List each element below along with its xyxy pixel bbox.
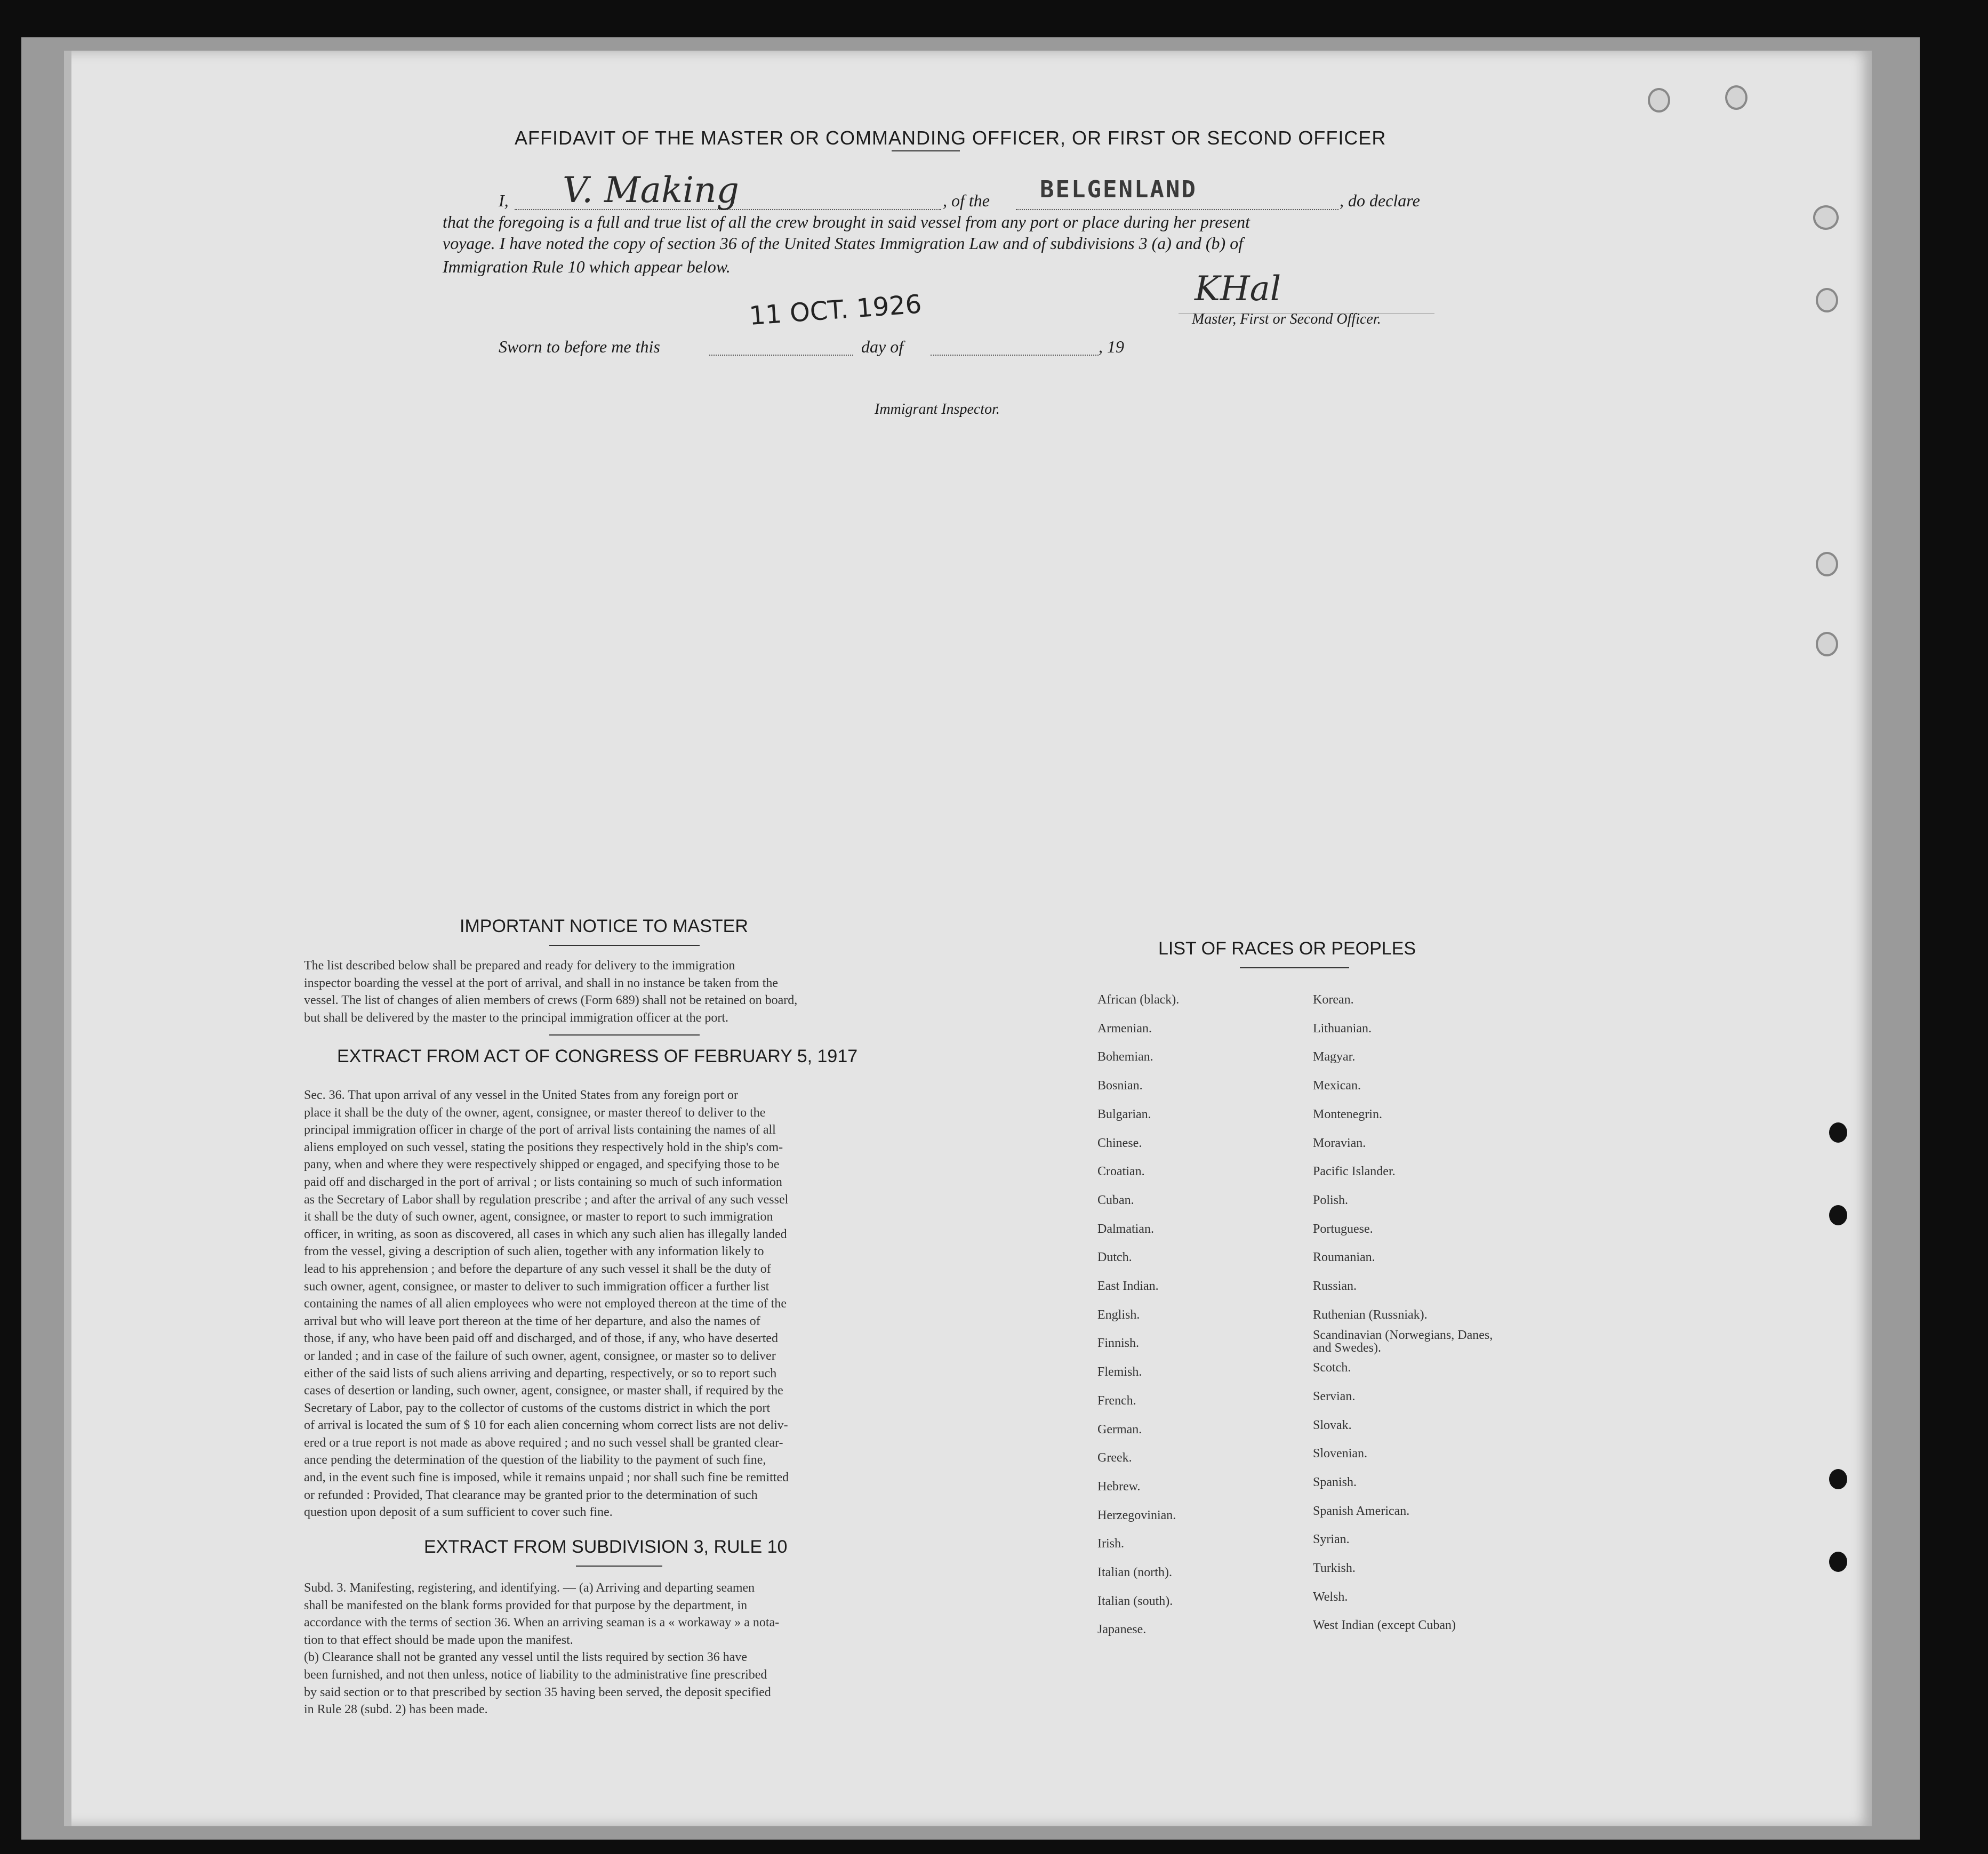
race-item: Scotch. <box>1313 1361 1351 1375</box>
act-line: arrival but who will leave port thereon at the time of her departure, and also the names of <box>304 1314 760 1328</box>
race-item: Herzegovinian. <box>1097 1508 1176 1522</box>
race-item: Lithuanian. <box>1313 1021 1372 1036</box>
act-line: or refunded : Provided, That clearance may be granted prior to the determination of such <box>304 1488 758 1502</box>
notice-line: The list described below shall be prepared and ready for delivery to the immigration <box>304 959 735 973</box>
race-item: Polish. <box>1313 1193 1349 1207</box>
race-item: Slovak. <box>1313 1418 1352 1432</box>
act-line: it shall be the duty of such owner, agent, consignee, or master to report to such immigration <box>304 1210 773 1224</box>
race-item: Scandinavian (Norwegians, Danes, and Swedes). <box>1313 1328 1493 1355</box>
notice-title: IMPORTANT NOTICE TO MASTER <box>460 916 748 936</box>
sworn-to-label: Sworn to before me this <box>499 337 660 356</box>
signature: KHal <box>1195 269 1281 309</box>
act-line: lead to his apprehension ; and before the departure of any such vessel it shall be the duty of <box>304 1262 771 1276</box>
race-item: Mexican. <box>1313 1079 1361 1093</box>
of-the-label: , of the <box>943 191 990 210</box>
date-stamp: 11 OCT. 1926 <box>748 289 923 331</box>
act-line: officer, in writing, as soon as discovered, all cases in which any such alien has illegally landed <box>304 1227 787 1241</box>
race-item: Bohemian. <box>1097 1050 1153 1064</box>
race-item: Portuguese. <box>1313 1222 1373 1236</box>
race-item: German. <box>1097 1422 1142 1436</box>
binder-hole <box>1816 552 1838 576</box>
notice-text <box>304 957 917 1026</box>
rule-title: EXTRACT FROM SUBDIVISION 3, RULE 10 <box>424 1537 788 1557</box>
notice-line: vessel. The list of changes of alien members of crews (Form 689) shall not be retained on board, <box>304 993 798 1008</box>
binder-hole <box>1816 632 1838 656</box>
master-name-handwritten: V. Making <box>563 170 739 211</box>
binder-hole <box>1829 1552 1847 1572</box>
act-line: containing the names of all alien employees who were not employed thereon at the time of the <box>304 1297 787 1311</box>
race-item: Russian. <box>1313 1279 1357 1293</box>
officer-label: Master, First or Second Officer. <box>1192 311 1381 327</box>
notice-title-rule <box>549 945 700 946</box>
vessel-name-blank <box>1016 209 1338 210</box>
race-item: Chinese. <box>1097 1136 1142 1150</box>
binder-hole <box>1648 88 1670 113</box>
race-item: Servian. <box>1313 1389 1356 1403</box>
declaration-i: I, <box>499 191 509 210</box>
race-item: Bulgarian. <box>1097 1107 1151 1121</box>
races-title-rule <box>1240 967 1349 968</box>
act-line: ered or a true report is not made as above required ; and no such vessel shall be granted clear- <box>304 1435 783 1450</box>
act-line: of arrival is located the sum of $ 10 for each alien concerning whom correct lists are not deliv- <box>304 1418 788 1433</box>
race-item: Finnish. <box>1097 1336 1140 1351</box>
rule-title-rule <box>576 1566 662 1567</box>
do-declare-label: , do declare <box>1340 191 1420 210</box>
race-item: Cuban. <box>1097 1193 1134 1207</box>
vessel-name-stamp: BELGENLAND <box>1040 176 1197 203</box>
act-line: place it shall be the duty of the owner, agent, consignee, or master thereof to deliver to the <box>304 1105 766 1120</box>
act-line: those, if any, who have been paid off and discharged, and of those, if any, who have deserted <box>304 1331 779 1346</box>
race-item: Spanish. <box>1313 1475 1357 1489</box>
races-title: LIST OF RACES OR PEOPLES <box>1158 938 1416 959</box>
act-line: as the Secretary of Labor shall by regulation prescribe ; and after the arrival of any such vessel <box>304 1192 789 1207</box>
title-underline <box>892 150 960 151</box>
race-item: Italian (south). <box>1097 1594 1173 1608</box>
race-item: Greek. <box>1097 1451 1132 1465</box>
binder-hole <box>1829 1469 1847 1489</box>
race-item: Syrian. <box>1313 1532 1350 1547</box>
race-item: Dalmatian. <box>1097 1222 1154 1236</box>
act-line: or landed ; and in case of the failure of such owner, agent, consignee, or master so to deliver <box>304 1349 776 1363</box>
act-line: ance pending the determination of the question of the liability to the payment of such fine, <box>304 1453 766 1467</box>
day-of-label: day of <box>861 337 904 356</box>
act-line: either of the said lists of such aliens arriving and departing, respectively, or so to report such <box>304 1366 777 1381</box>
rule-line: accordance with the terms of section 36. When an arriving seaman is a « workaway » a nota- <box>304 1616 780 1630</box>
rule-line: (b) Clearance shall not be granted any vessel until the lists required by section 36 have <box>304 1650 748 1665</box>
race-item: Bosnian. <box>1097 1079 1143 1093</box>
binder-hole <box>1813 205 1839 230</box>
rule-text <box>304 1579 918 1719</box>
race-item: East Indian. <box>1097 1279 1159 1293</box>
act-line: from the vessel, giving a description of such alien, together with any information likely to <box>304 1245 764 1259</box>
notice-line: but shall be delivered by the master to the principal immigration officer at the port. <box>304 1010 728 1025</box>
race-item: Welsh. <box>1313 1590 1348 1604</box>
affidavit-title: AFFIDAVIT OF THE MASTER OR COMMANDING OFFICER, OR FIRST OR SECOND OFFICER <box>515 127 1386 149</box>
declaration-line-3: voyage. I have noted the copy of section 36 of the United States Immigration Law and of subdivisions 3 (a) and (b) of <box>443 234 1244 253</box>
race-item: Slovenian. <box>1313 1447 1367 1461</box>
race-item: Turkish. <box>1313 1561 1356 1575</box>
race-item: Magyar. <box>1313 1050 1356 1064</box>
sworn-day-blank <box>709 355 853 356</box>
rule-line: shall be manifested on the blank forms provided for that purpose by the department, in <box>304 1598 748 1612</box>
act-line: Sec. 36. That upon arrival of any vessel in the United States from any foreign port or <box>304 1088 739 1102</box>
binder-hole <box>1816 288 1838 312</box>
act-line: Secretary of Labor, pay to the collector of customs of the customs district in which the port <box>304 1401 771 1415</box>
race-item: Irish. <box>1097 1537 1124 1551</box>
rule-line: in Rule 28 (subd. 2) has been made. <box>304 1703 488 1717</box>
act-title: EXTRACT FROM ACT OF CONGRESS OF FEBRUARY 5, 1917 <box>337 1046 858 1066</box>
declaration-line-2: that the foregoing is a full and true list of all the crew brought in said vessel from any port or place during her present <box>443 212 1250 231</box>
race-item: Ruthenian (Russniak). <box>1313 1307 1428 1322</box>
race-item: Dutch. <box>1097 1250 1132 1265</box>
act-line: principal immigration officer in charge of the port of arrival lists containing the names of all <box>304 1123 776 1137</box>
binder-hole <box>1829 1122 1847 1143</box>
act-line: question upon deposit of a sum sufficient to cover such fine. <box>304 1505 613 1520</box>
race-item: Armenian. <box>1097 1021 1152 1036</box>
notice-line: inspector boarding the vessel at the port of arrival, and shall in no instance be taken from the <box>304 976 779 990</box>
rule-line: Subd. 3. Manifesting, registering, and identifying. — (a) Arriving and departing seamen <box>304 1581 755 1595</box>
race-item: Montenegrin. <box>1313 1107 1382 1121</box>
race-item: African (black). <box>1097 993 1180 1007</box>
inspector-label: Immigrant Inspector. <box>875 401 1000 418</box>
act-line: and, in the event such fine is imposed, while it remains unpaid ; nor shall such fine be remitted <box>304 1471 789 1485</box>
act-line: paid off and discharged in the port of arrival ; or lists containing so much of such information <box>304 1175 782 1189</box>
binder-hole <box>1829 1205 1847 1225</box>
act-line: cases of desertion or landing, such owner, agent, consignee, or master shall, if required by the <box>304 1384 783 1398</box>
act-text <box>304 1087 918 1521</box>
rule-line: by said section or to that prescribed by section 35 having been served, the deposit specified <box>304 1685 771 1699</box>
race-item: Spanish American. <box>1313 1504 1410 1518</box>
binder-hole <box>1725 85 1747 110</box>
race-item: Japanese. <box>1097 1623 1147 1637</box>
rule-line: tion to that effect should be made upon the manifest. <box>304 1633 573 1647</box>
race-item: Pacific Islander. <box>1313 1165 1396 1179</box>
race-item: Croatian. <box>1097 1165 1145 1179</box>
race-item: Hebrew. <box>1097 1479 1141 1494</box>
year-prefix: , 19 <box>1099 337 1124 356</box>
race-item: Moravian. <box>1313 1136 1366 1150</box>
act-line: pany, when and where they were respectively shipped or engaged, and specifying those to be <box>304 1158 780 1172</box>
race-item: Flemish. <box>1097 1365 1142 1379</box>
act-line: such owner, agent, consignee, or master to deliver to such immigration officer a further list <box>304 1279 769 1294</box>
rule-line: been furnished, and not then unless, notice of liability to the administrative fine prescribed <box>304 1667 767 1682</box>
race-item: Italian (north). <box>1097 1566 1172 1579</box>
race-item: Roumanian. <box>1313 1250 1375 1265</box>
page-spine <box>64 51 71 1826</box>
race-item: West Indian (except Cuban) <box>1313 1618 1456 1633</box>
month-blank <box>931 355 1099 356</box>
page <box>64 51 1872 1826</box>
act-line: aliens employed on such vessel, stating the positions they respectively hold in the ship's com- <box>304 1140 783 1154</box>
notice-rule <box>549 1034 700 1036</box>
race-item: English. <box>1097 1307 1140 1322</box>
race-item: French. <box>1097 1393 1136 1408</box>
declaration-line-4: Immigration Rule 10 which appear below. <box>443 257 731 276</box>
race-item: Korean. <box>1313 993 1354 1007</box>
